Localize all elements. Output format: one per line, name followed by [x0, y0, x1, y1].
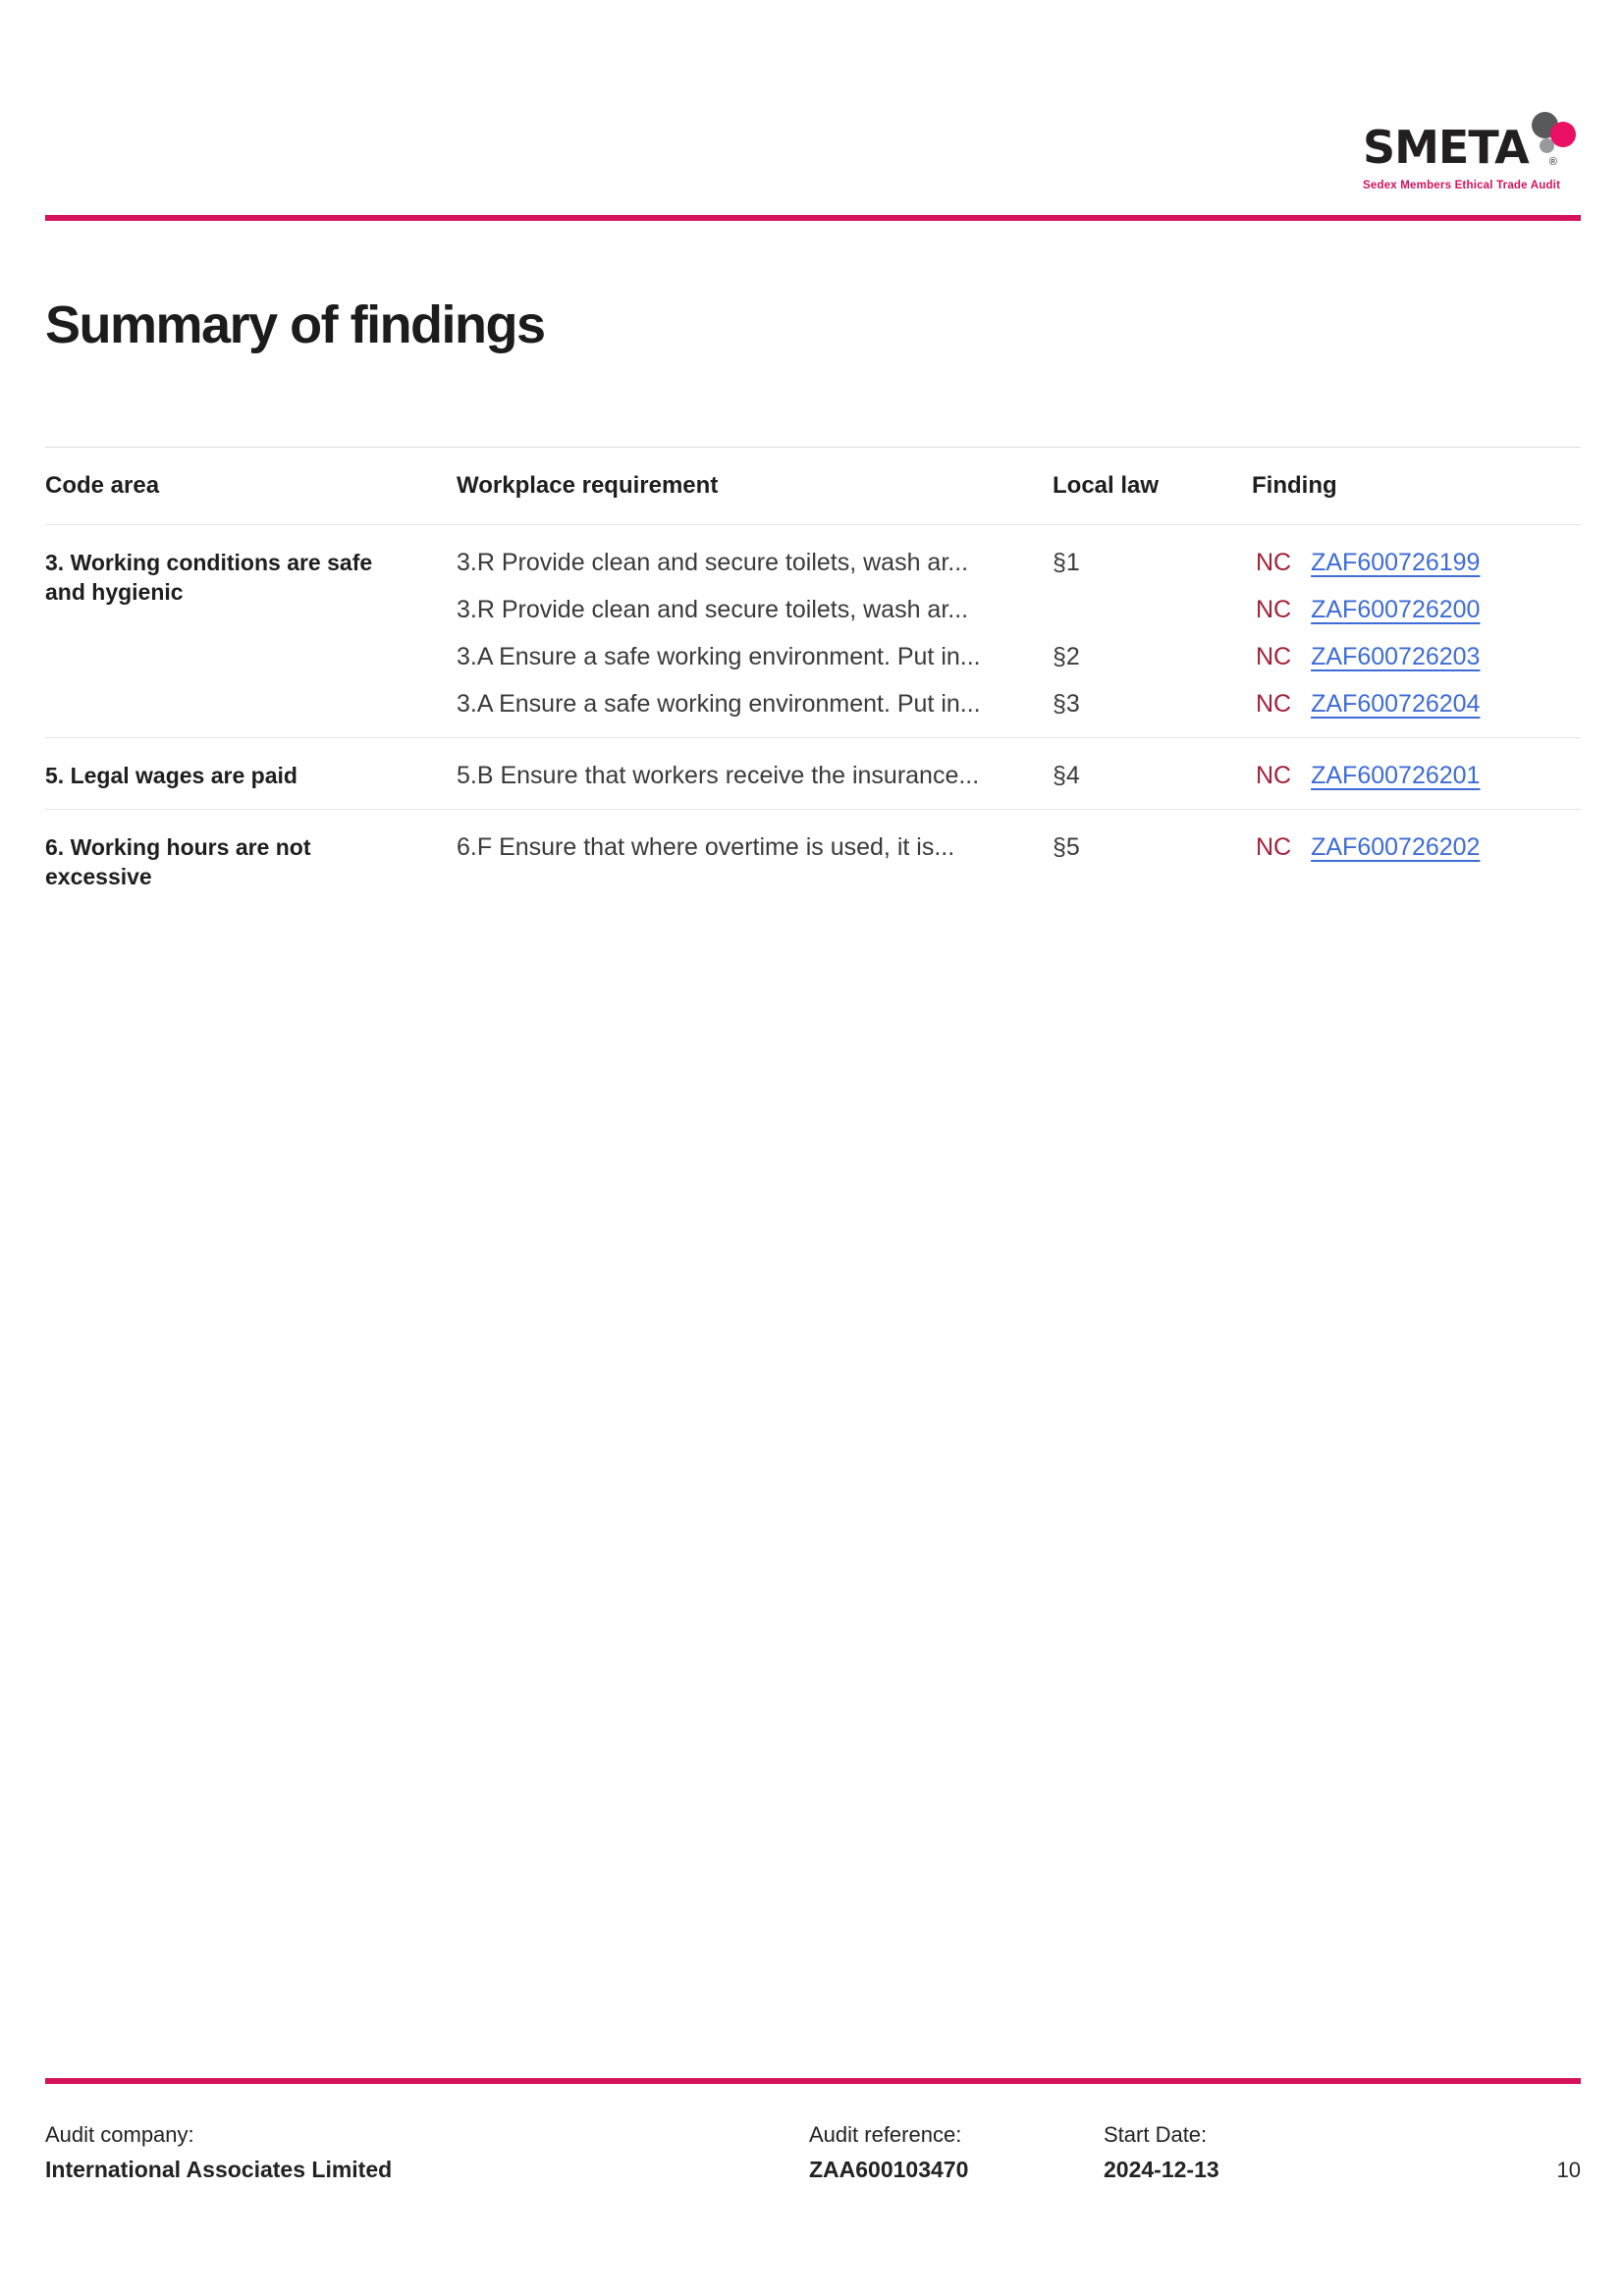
header-code-area: Code area	[45, 472, 160, 499]
local-law-cell: §2	[1053, 642, 1080, 670]
table-group	[45, 809, 1581, 889]
code-area-cell: 3. Working conditions are safe and hygienic	[45, 550, 373, 605]
workplace-requirement-cell: 5.B Ensure that workers receive the insurance...	[457, 761, 980, 789]
smeta-wordmark: SMETA	[1363, 121, 1529, 174]
header-workplace-requirement: Workplace requirement	[457, 472, 719, 499]
finding-cell	[1252, 596, 1581, 624]
start-date-label: Start Date:	[1104, 2122, 1208, 2147]
finding-reference-link[interactable]: ZAF600726203	[1311, 642, 1481, 670]
header-rule	[45, 215, 1581, 221]
finding-cell	[1252, 833, 1581, 862]
table-group	[45, 737, 1581, 809]
audit-reference-value: ZAA600103470	[809, 2157, 969, 2182]
findings-table	[45, 447, 1581, 889]
table-group	[45, 525, 1581, 737]
table-header-row	[45, 447, 1581, 525]
local-law-cell: §1	[1053, 548, 1080, 576]
local-law-cell: §3	[1053, 689, 1080, 718]
footer-start-date	[1104, 2122, 1428, 2183]
smeta-dots-icon	[1532, 112, 1587, 173]
footer-audit-company	[45, 2122, 809, 2183]
footer-rule	[45, 2078, 1581, 2084]
finding-status: NC	[1256, 689, 1292, 718]
workplace-requirement-cell: 3.R Provide clean and secure toilets, wash ar...	[457, 595, 969, 623]
audit-company-value: International Associates Limited	[45, 2157, 393, 2182]
footer-audit-reference	[809, 2122, 1104, 2183]
registered-trademark-symbol: ®	[1548, 156, 1557, 168]
code-area-cell: 5. Legal wages are paid	[45, 763, 298, 788]
finding-cell	[1252, 643, 1581, 671]
workplace-requirement-cell: 3.R Provide clean and secure toilets, wash ar...	[457, 548, 969, 576]
page-number: 10	[1556, 2158, 1581, 2182]
workplace-requirement-cell: 3.A Ensure a safe working environment. Put in...	[457, 689, 981, 718]
finding-reference-link[interactable]: ZAF600726204	[1311, 689, 1481, 718]
workplace-requirement-cell: 3.A Ensure a safe working environment. Put in...	[457, 642, 981, 670]
logo-dot-gray-icon	[1540, 138, 1554, 153]
finding-cell	[1252, 690, 1581, 719]
finding-status: NC	[1256, 548, 1292, 576]
header-local-law: Local law	[1053, 472, 1160, 499]
finding-status: NC	[1256, 595, 1292, 623]
footer	[45, 2122, 1581, 2183]
finding-reference-link[interactable]: ZAF600726200	[1311, 595, 1481, 623]
smeta-tagline: Sedex Members Ethical Trade Audit	[1363, 180, 1561, 191]
start-date-value: 2024-12-13	[1104, 2157, 1219, 2182]
header-finding: Finding	[1252, 472, 1337, 499]
audit-reference-label: Audit reference:	[809, 2122, 962, 2147]
finding-reference-link[interactable]: ZAF600726201	[1311, 761, 1481, 789]
finding-cell	[1252, 549, 1581, 577]
finding-status: NC	[1256, 761, 1292, 789]
code-area-cell: 6. Working hours are not excessive	[45, 834, 311, 889]
finding-cell	[1252, 762, 1581, 790]
smeta-logo	[1363, 121, 1583, 191]
finding-status: NC	[1256, 832, 1292, 861]
finding-reference-link[interactable]: ZAF600726199	[1311, 548, 1481, 576]
finding-status: NC	[1256, 642, 1292, 670]
page-title: Summary of findings	[45, 295, 545, 354]
workplace-requirement-cell: 6.F Ensure that where overtime is used, it is...	[457, 832, 955, 861]
local-law-cell: §5	[1053, 832, 1080, 861]
audit-company-label: Audit company:	[45, 2122, 194, 2147]
smeta-logo-row	[1363, 121, 1583, 174]
local-law-cell: §4	[1053, 761, 1080, 789]
table-body	[45, 525, 1581, 889]
finding-reference-link[interactable]: ZAF600726202	[1311, 832, 1481, 861]
